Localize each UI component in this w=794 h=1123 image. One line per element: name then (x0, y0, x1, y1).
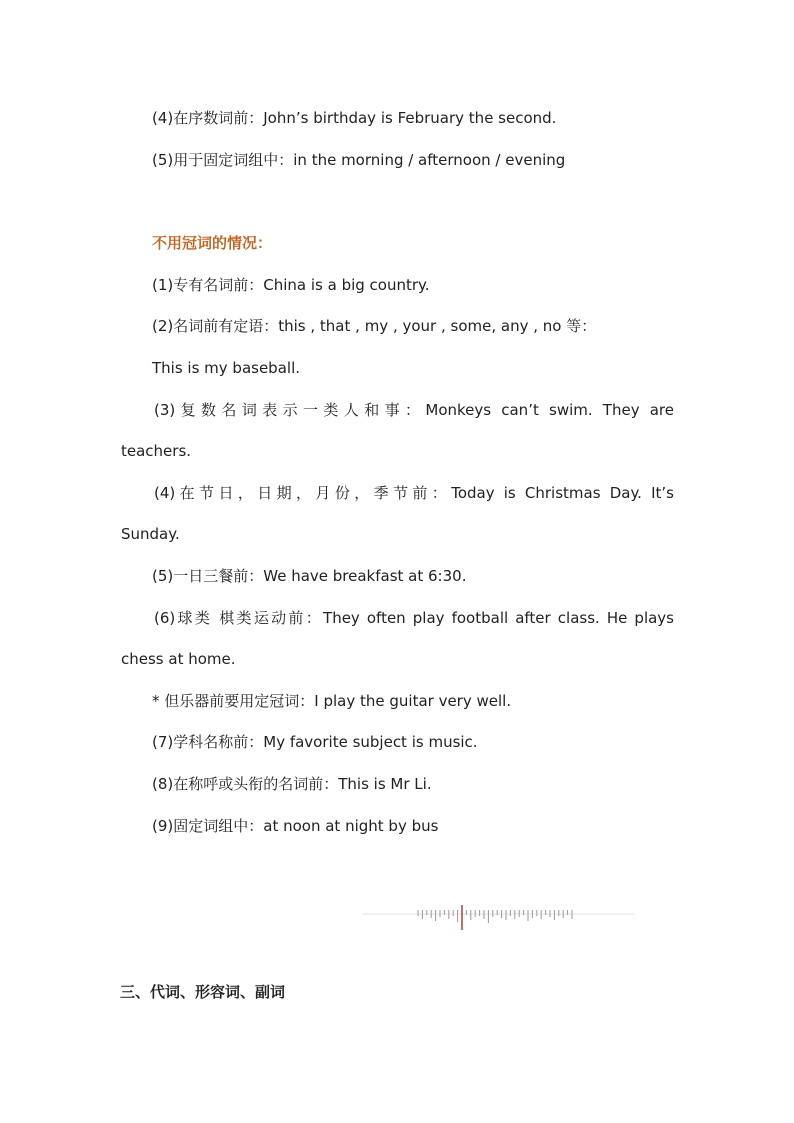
rule-plural-nouns: (3)复数名词表示一类人和事：Monkeys can’t swim. They are (154, 401, 674, 419)
decorative-divider (362, 900, 634, 934)
rule-holidays-dates-cont: Sunday. (121, 525, 180, 543)
rule-fixed-phrases-2: (9)固定词组中：at noon at night by bus (152, 817, 439, 835)
rule-titles: (8)在称呼或头衔的名词前：This is Mr Li. (152, 775, 432, 793)
note-instruments: * 但乐器前要用定冠词：I play the guitar very well. (152, 692, 512, 710)
rule-fixed-phrases: (5)用于固定词组中：in the morning / afternoon / evening (152, 151, 566, 169)
rule-sports-games: (6)球类 棋类运动前：They often play football after class. He plays (154, 609, 674, 627)
rule-determiners: (2)名词前有定语：this , that , my , your , some, any , no 等： (152, 317, 597, 335)
rule-sports-games-cont: chess at home. (121, 650, 236, 668)
rule-proper-nouns: (1)专有名词前：China is a big country. (152, 276, 430, 294)
rule-ordinal-numbers: (4)在序数词前：John’s birthday is February the second. (152, 109, 557, 127)
rule-subjects: (7)学科名称前：My favorite subject is music. (152, 733, 478, 751)
section-heading-pronouns-adjectives-adverbs: 三、代词、形容词、副词 (120, 983, 286, 1001)
rule-plural-nouns-cont: teachers. (121, 442, 192, 460)
example-baseball: This is my baseball. (152, 359, 301, 377)
rule-holidays-dates: (4)在节日，日期，月份，季节前：Today is Christmas Day. It’s (154, 484, 674, 502)
rule-meals: (5)一日三餐前：We have breakfast at 6:30. (152, 567, 467, 585)
section-heading-no-article: 不用冠词的情况： (152, 234, 273, 252)
